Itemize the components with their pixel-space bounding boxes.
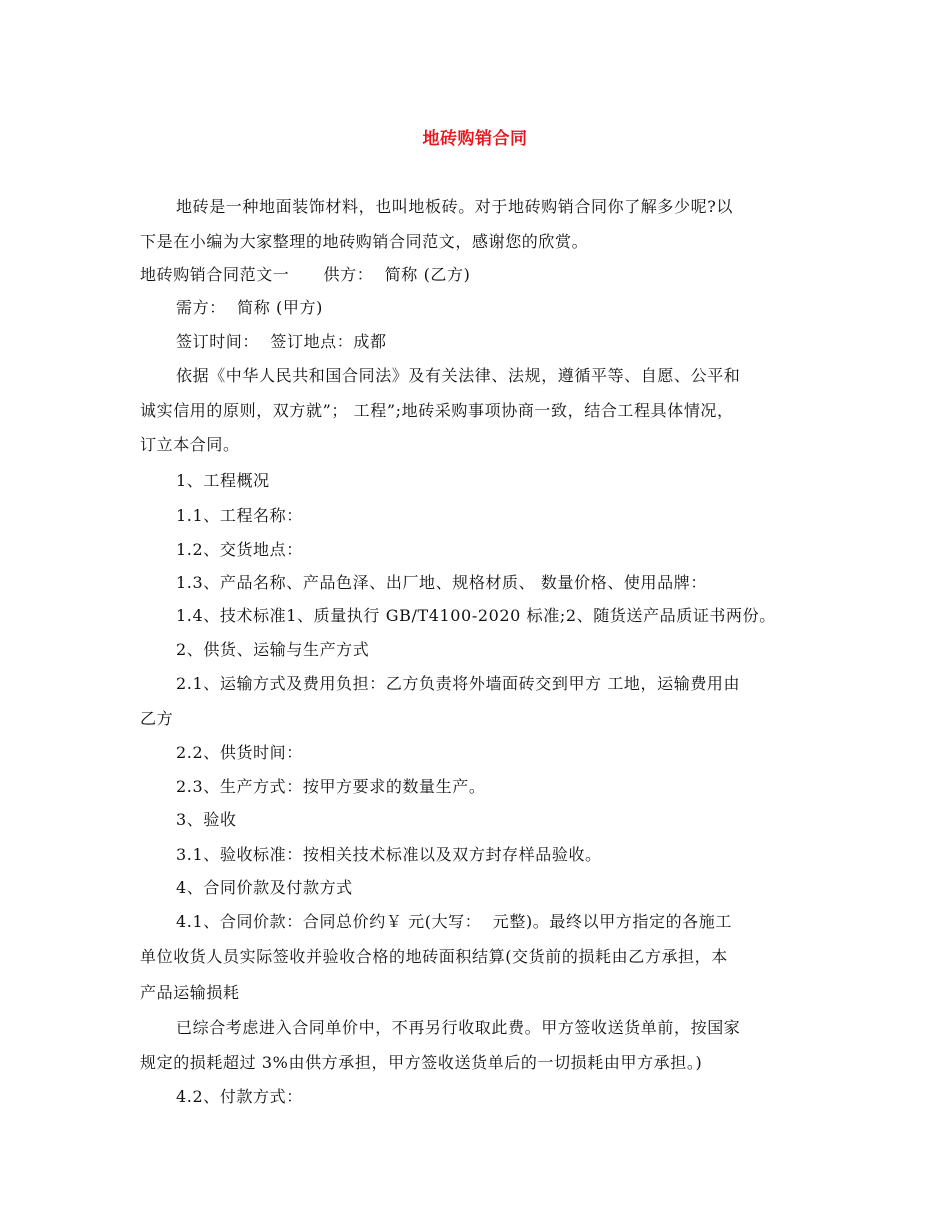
- paragraph-line: 需方： 简称 (甲方): [176, 298, 323, 317]
- paragraph-line: 已综合考虑进入合同单价中，不再另行收取此费。甲方签收送货单前，按国家: [176, 1018, 741, 1037]
- paragraph-line: 订立本合同。: [140, 435, 240, 454]
- section-heading: 3、验收: [176, 810, 237, 829]
- paragraph-line: 2.2、供货时间：: [176, 743, 303, 762]
- section-heading: 2、供货、运输与生产方式: [176, 640, 370, 659]
- paragraph-line: 地砖是一种地面装饰材料，也叫地板砖。对于地砖购销合同你了解多少呢?以: [176, 197, 733, 216]
- paragraph-line: 签订时间： 签订地点：成都: [176, 332, 387, 351]
- paragraph-line: 乙方: [140, 709, 174, 728]
- paragraph-line: 诚实信用的原则，双方就”； 工程”;地砖采购事项协商一致，结合工程具体情况，: [140, 401, 734, 420]
- section-heading: 1、工程概况: [176, 471, 270, 490]
- document-title: 地砖购销合同: [422, 129, 528, 149]
- paragraph-line: 2.3、生产方式：按甲方要求的数量生产。: [176, 777, 486, 796]
- paragraph-line: 1.2、交货地点：: [176, 540, 303, 559]
- paragraph-line: 1.1、工程名称：: [176, 506, 303, 525]
- paragraph-line: 3.1、验收标准：按相关技术标准以及双方封存样品验收。: [176, 845, 602, 864]
- paragraph-line: 1.3、产品名称、产品色泽、出厂地、规格材质、 数量价格、使用品牌：: [176, 573, 707, 592]
- paragraph-line: 2.1、运输方式及费用负担：乙方负责将外墙面砖交到甲方 工地，运输费用由: [176, 674, 741, 693]
- paragraph-line: 单位收货人员实际签收并验收合格的地砖面积结算(交货前的损耗由乙方承担，本: [140, 947, 728, 966]
- paragraph-line: 下是在小编为大家整理的地砖购销合同范文，感谢您的欣赏。: [140, 232, 589, 251]
- paragraph-line: 4.1、合同价款：合同总价约￥ 元(大写： 元整)。最终以甲方指定的各施工: [176, 912, 732, 931]
- paragraph-line: 规定的损耗超过 3%由供方承担，甲方签收送货单后的一切损耗由甲方承担。): [140, 1053, 703, 1072]
- paragraph-line: 1.4、技术标准1、质量执行 GB/T4100-2020 标准;2、随货送产品质证书两份。: [176, 606, 776, 625]
- paragraph-line: 地砖购销合同范文一 供方： 简称 (乙方): [140, 265, 471, 284]
- paragraph-line: 4.2、付款方式：: [176, 1087, 303, 1106]
- section-heading: 4、合同价款及付款方式: [176, 878, 353, 897]
- paragraph-line: 产品运输损耗: [140, 983, 240, 1002]
- paragraph-line: 依据《中华人民共和国合同法》及有关法律、法规，遵循平等、自愿、公平和: [176, 366, 741, 385]
